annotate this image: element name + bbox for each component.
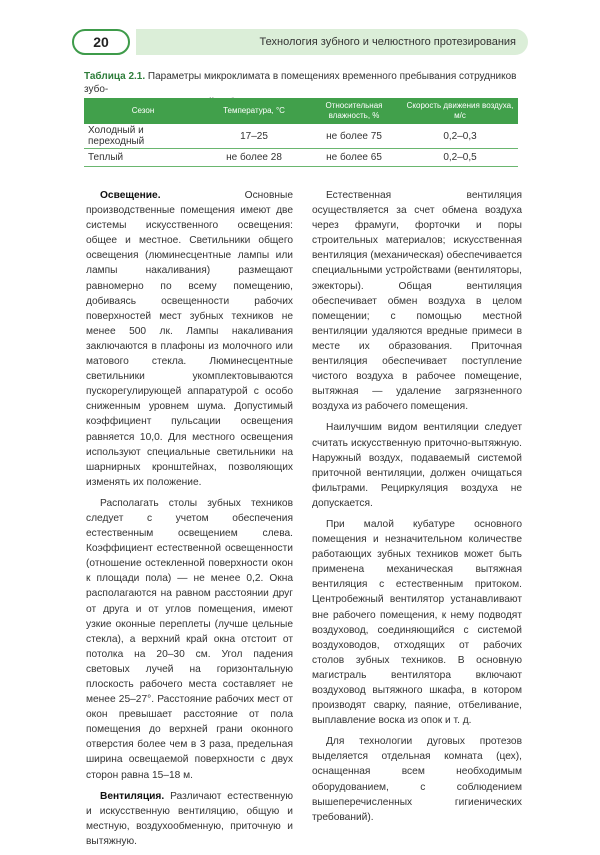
- paragraph-text: Для технологии дуговых протезов выделяется отдельная комната (цех), оснащенная всем необходимым оборудованием, с соблюдением вышеперечисленных гигиенических требований).: [312, 736, 522, 823]
- paragraph: [312, 517, 522, 728]
- table-row: [84, 124, 518, 149]
- running-title: Технология зубного и челюстного протезирования: [259, 36, 516, 48]
- paragraph: [312, 734, 522, 825]
- column-header: Сезон: [131, 106, 155, 115]
- paragraph: [312, 420, 522, 511]
- column-header: Относительная влажность, %: [325, 101, 383, 120]
- column-header: Температура, °С: [223, 106, 285, 115]
- table-cell: 0,2–0,3: [402, 124, 518, 149]
- running-header: [136, 29, 528, 55]
- table-caption-text-line2: технической лаборатории: [157, 97, 278, 108]
- paragraph-windows: [86, 496, 293, 783]
- paragraph-text: Располагать столы зубных техников следует с учетом обеспечения естественным освещением слева. Коэффициент естественной освещенности (отношение остекленной поверхности окон к площади пола) — не менее 0,2. Окна располагаются на равном расстоянии друг от друга и от углов помещения, имеют узкие оконные переплеты (лучше цельные стекла), а верхний край окна отстоит от потолка на 20–30 см. Угол падения световых лучей на горизонтальную плоскость рабочего места составляет не менее 25–27°. Расстояние рабочих мест от окон превышает расстояние от пола помещения до верхней грани оконного отверстия более чем в 3 раза, предельная ширина освещаемой поверхности с двух сторон равна 15–18 м.: [86, 497, 293, 781]
- heading-lighting: Освещение.: [100, 190, 161, 201]
- table-cell: 0,2–0,5: [402, 149, 518, 167]
- paragraph: [312, 188, 522, 414]
- table-cell: 17–25: [202, 124, 306, 149]
- paragraph-text: Естественная вентиляция осуществляется за счет обмена воздуха через фрамуги, форточки и поры строительных материалов; искусственная вентиляция (механическая) обеспечивается специальными устройствами (вентиляторы, эжекторы). Общая вентиляция обеспечивает обмен воздуха в целом помещении; с помощью местной вентиляции удаляются вредные примеси в месте их образования. Приточная вентиляция обеспечивает поступление чистого воздуха в рабочее помещение, вытяжная — удаление загрязненного воздуха из рабочего помещения.: [312, 190, 522, 413]
- column-header: Скорость движения воздуха, м/с: [406, 101, 514, 120]
- table-caption-label: Таблица 2.1.: [84, 71, 146, 82]
- microclimate-table: [84, 98, 518, 167]
- paragraph-lighting: [86, 188, 293, 490]
- table-caption-text-line1: Параметры микроклимата в помещениях временного пребывания сотрудников зубо-: [84, 71, 517, 95]
- table-row: [84, 149, 518, 167]
- table-cell: не более 75: [306, 124, 402, 149]
- table-cell: Теплый: [84, 149, 202, 167]
- left-column: [86, 188, 293, 855]
- right-column: [312, 188, 522, 831]
- table-cell: не более 65: [306, 149, 402, 167]
- paragraph-text: Основные производственные помещения имеют две системы искусственного освещения: общее и местное. Светильники общего освещения (люминесцентные лампы или лампы накаливания) размещают равномерно по всему помещению, добиваясь освещенности рабочих поверхностей мест зубных техников не менее 500 лк. Лампы накаливания заключаются в плафоны из молочного или матового стекла. Люминесцентные светильники укомплектовываются пускорегулирующей аппаратурой с особо сниженным уровнем шума. Допустимый коэффициент пульсации освещения равняется 10,0. Для местного освещения используют специальные светильники на шарнирных кронштейнах, позволяющих изменять их положение.: [86, 190, 293, 488]
- table-cell: не более 28: [202, 149, 306, 167]
- heading-ventilation: Вентиляция.: [100, 790, 165, 802]
- paragraph-text: При малой кубатуре основного помещения и незначительном количестве работающих зубных техников может быть применена механическая вытяжная вентиляция с естественным притоком. Центробежный вентилятор устанавливают вне рабочего помещения, к нему подводят воздуховод, соединяющийся с системой воздуховодов, отходящих от рабочих столов зубных техников. В основную магистраль вентилятора включают воздуховод вытяжного шкафа, в котором производят сварку, паяние, отбеливание, выплавление воска из опок и т. д.: [312, 518, 522, 727]
- page-number: 20: [72, 29, 130, 55]
- paragraph-text: Наилучшим видом вентиляции следует считать искусственную приточно-вытяжную. Наружный воздух, подаваемый системой приточной вентиляции, должен очищаться фильтрами. Рециркуляция воздуха не допускается.: [312, 422, 522, 509]
- table-cell: Холодный и переходный: [84, 124, 202, 149]
- paragraph-text: Различают естественную и искусственную вентиляцию, общую и местную, воздухообменную, приточную и вытяжную.: [86, 790, 293, 847]
- table-header-row: [84, 98, 518, 124]
- paragraph-ventilation: [86, 789, 293, 849]
